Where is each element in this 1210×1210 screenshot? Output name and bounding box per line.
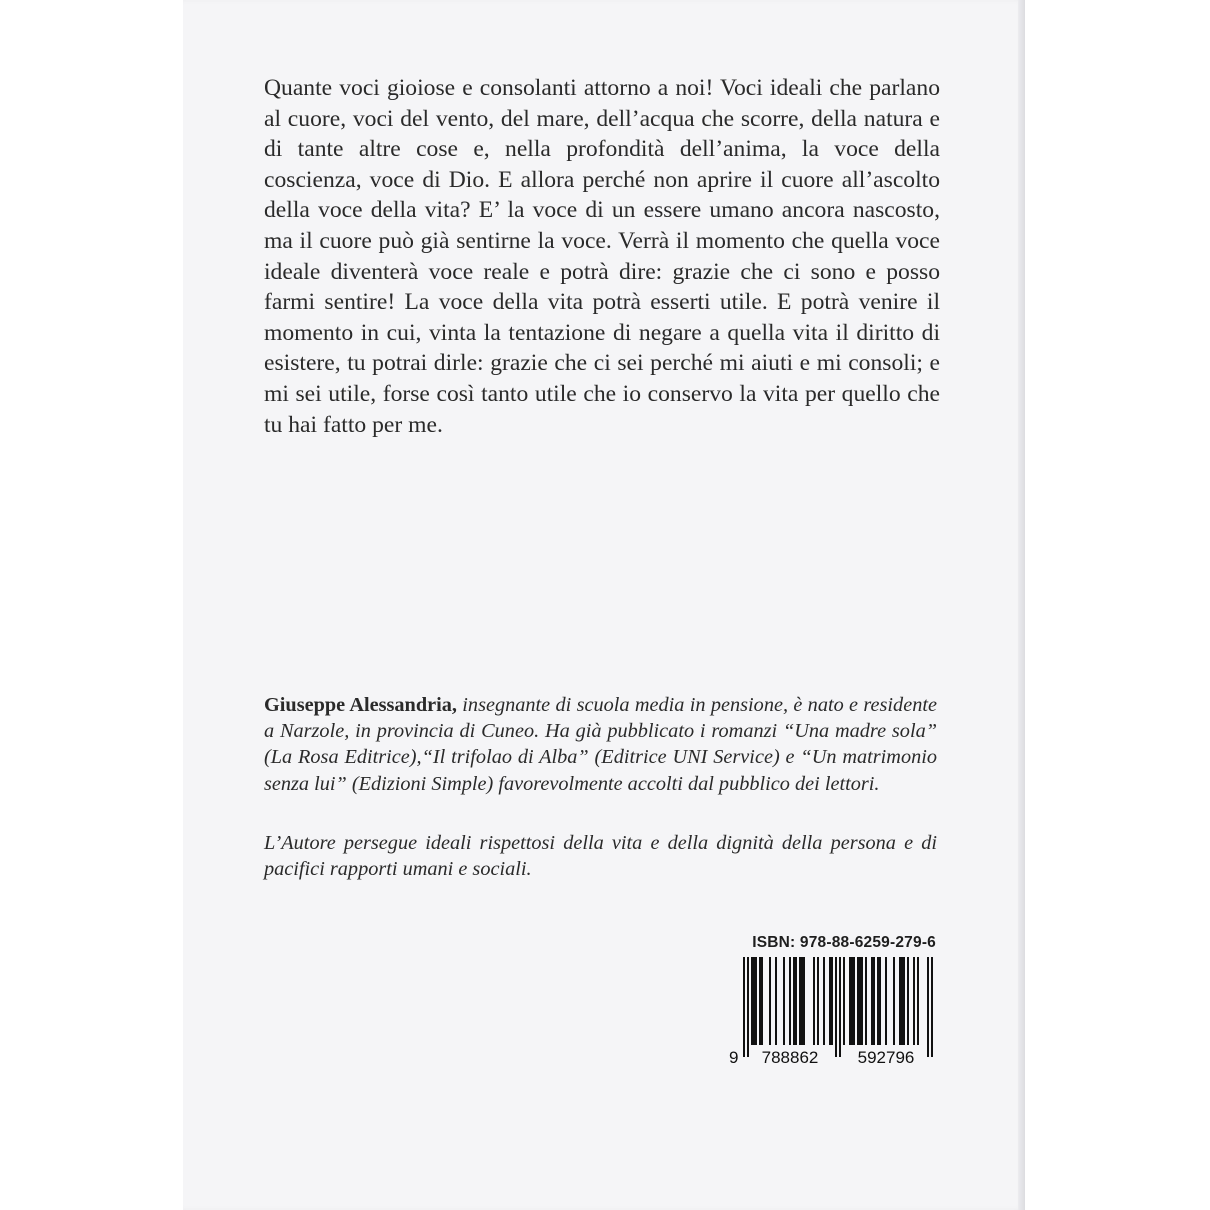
barcode-bar <box>743 957 745 1057</box>
cover-edge <box>1018 0 1025 1210</box>
author-bio-text: insegnante di scuola media in pensione, è nato e residente a Narzole, in provincia di Cuneo. Ha già pubblicato i romanzi “Una madre sola” (La Rosa Editrice),“Il trifolao di Alba” (Editrice UNI Service) e “Un matrimonio senza lui” (Edizioni Simple) favorevolmente accolti dal pubblico dei lettori. <box>264 694 937 795</box>
barcode-bar <box>835 957 837 1057</box>
barcode-bar <box>753 957 755 1045</box>
barcode-bar <box>801 957 803 1045</box>
barcode-bar <box>829 957 831 1045</box>
barcode-bar <box>901 957 903 1045</box>
barcode-bar <box>857 957 859 1045</box>
barcode-bar <box>761 957 763 1045</box>
barcode-bar <box>903 957 905 1045</box>
barcode-bar <box>789 957 791 1045</box>
barcode-bar <box>927 957 929 1057</box>
isbn-barcode <box>726 957 938 1067</box>
barcode-bar <box>873 957 875 1045</box>
barcode-bar <box>817 957 819 1045</box>
barcode-left-digits: 788862 <box>761 1048 819 1067</box>
blurb-text: Quante voci gioiose e consolanti attorno a noi! Voci ideali che parlano al cuore, voci del vento, del mare, dell’acqua che scorre, della natura e di tante altre cose e, nella profondità dell’anima, la voce della coscienza, voce di Dio. E allora perché non aprire il cuore all’ascolto della voce della vita? E’ la voce di un essere umano ancora nascosto, ma il cuore può già sentirne la voce. Verrà il momento che quella voce ideale diventerà voce reale e potrà dire: grazie che ci sono e posso farmi sentire! La voce della vita potrà esserti utile. E potrà venire il momento in cui, vinta la tentazione di negare a quella vita il diritto di esistere, tu potrai dirle: grazie che ci sei perché mi aiuti e mi consoli; e mi sei utile, forse così tanto utile che io conservo la vita per quello che tu hai fatto per me. <box>264 75 940 438</box>
barcode-bar <box>769 957 771 1045</box>
isbn-label: ISBN: 978-88-6259-279-6 <box>752 934 936 951</box>
barcode-bar <box>917 957 919 1045</box>
barcode-bar <box>913 957 915 1045</box>
barcode-bar <box>931 957 933 1057</box>
barcode-bar <box>893 957 895 1045</box>
barcode-bar <box>879 957 881 1045</box>
barcode-bar <box>843 957 845 1045</box>
barcode-bars <box>743 957 933 1057</box>
barcode-lead-digit: 9 <box>729 1048 739 1067</box>
barcode-bar <box>793 957 795 1045</box>
barcode-bar <box>795 957 797 1045</box>
barcode-bar <box>759 957 761 1045</box>
barcode-bar <box>865 957 867 1045</box>
barcode-bar <box>899 957 901 1045</box>
barcode-bar <box>839 957 841 1057</box>
author-bio <box>264 692 937 797</box>
barcode-bar <box>823 957 825 1045</box>
barcode-bar <box>813 957 815 1045</box>
barcode-bar <box>859 957 861 1045</box>
author-ideals-note: L’Autore persegue ideali rispettosi della vita e della dignità della persona e di pacifici rapporti umani e sociali. <box>264 832 937 881</box>
barcode-right-digits: 592796 <box>857 1048 915 1067</box>
barcode-bar <box>861 957 863 1045</box>
barcode-bar <box>831 957 833 1045</box>
barcode-bar <box>877 957 879 1045</box>
barcode-bar <box>849 957 851 1045</box>
barcode-bar <box>871 957 873 1045</box>
barcode-bar <box>885 957 887 1045</box>
barcode-bar <box>775 957 777 1045</box>
barcode-bar <box>755 957 757 1045</box>
barcode-bar <box>783 957 785 1045</box>
barcode-bar <box>803 957 805 1045</box>
barcode-bar <box>853 957 855 1045</box>
barcode-bar <box>907 957 909 1045</box>
author-name: Giuseppe Alessandria, <box>264 694 457 716</box>
barcode-bar <box>799 957 801 1045</box>
barcode-bar <box>751 957 753 1045</box>
barcode-bar <box>851 957 853 1045</box>
barcode-bar <box>747 957 749 1057</box>
